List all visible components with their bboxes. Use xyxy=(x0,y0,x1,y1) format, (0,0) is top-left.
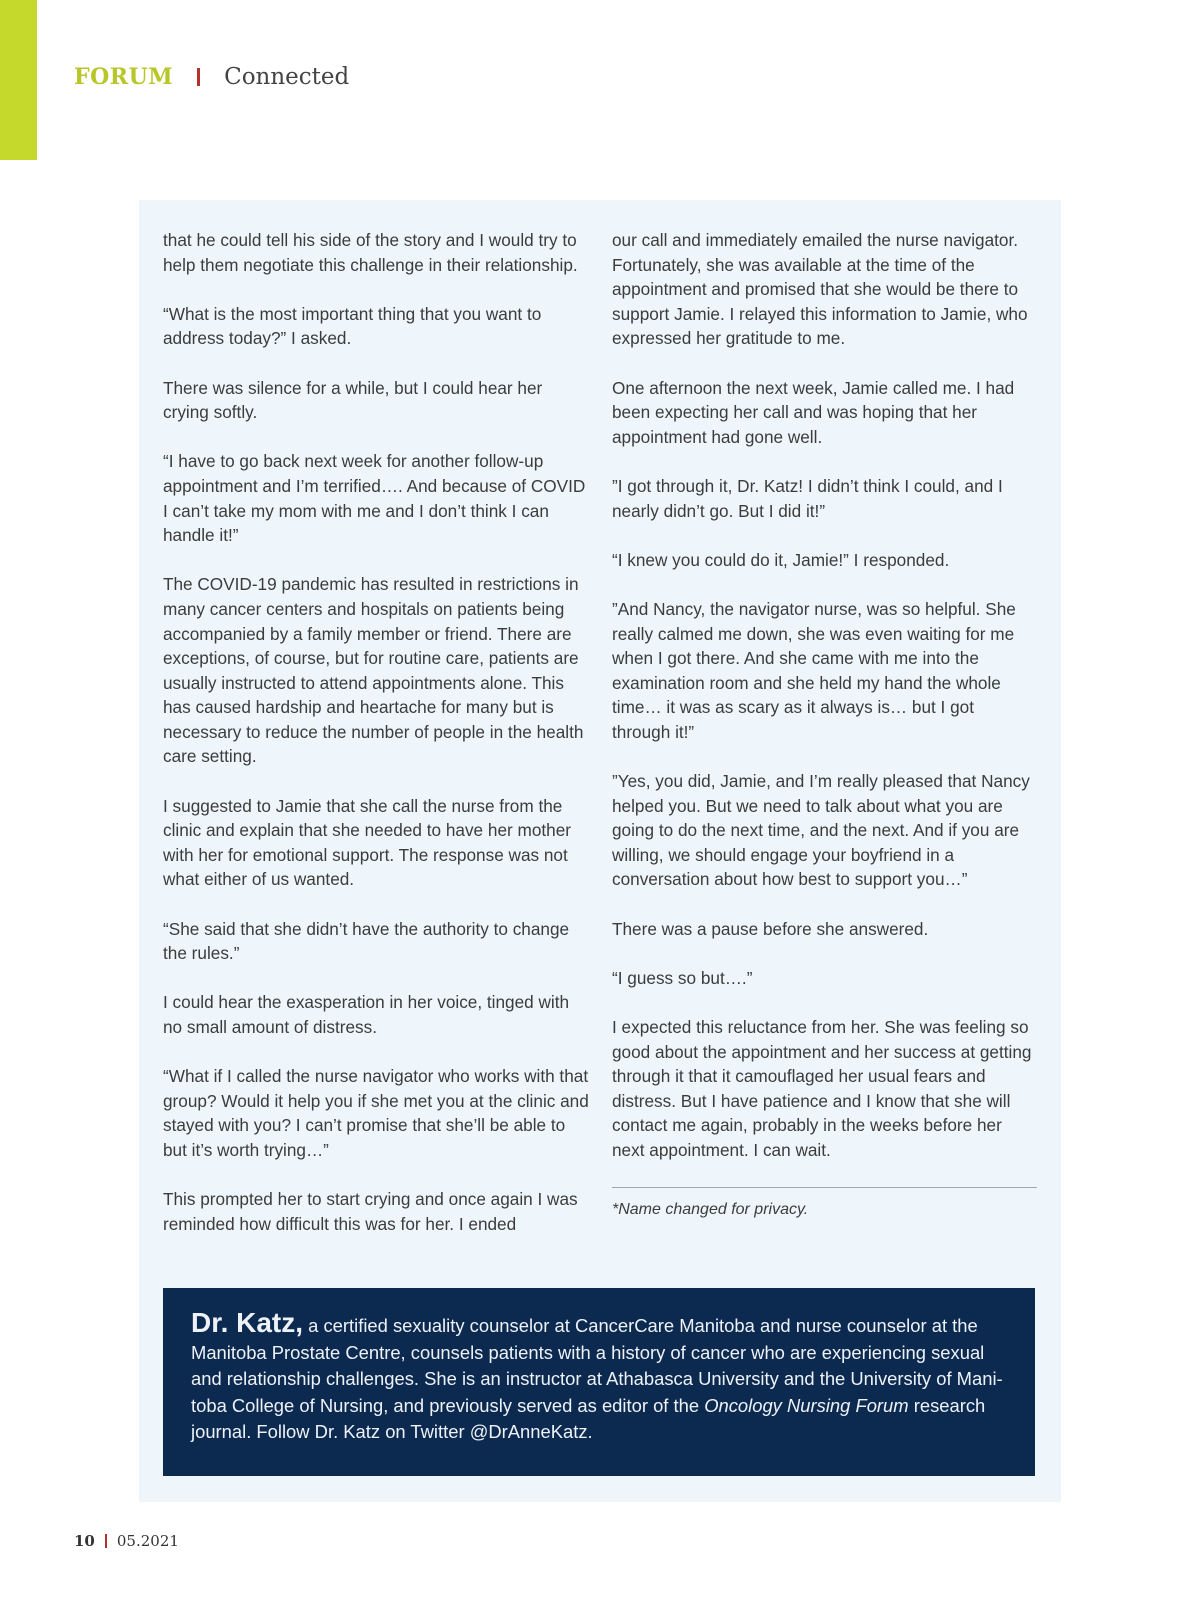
paragraph: ”Yes, you did, Jamie, and I’m really pleased that Nancy helped you. But we need to talk about what you are going to do the next time, and the next. And if you are willing, we should engage your boyfriend in a conversation about how best to support you…” xyxy=(612,771,1030,890)
bio-text: a certified sexuality counselor at CancerCare Manitoba and nurse counselor at the Manitoba Prostate Centre, counsels patients with a history of cancer who are experiencing sexual and relationship challenges. She is an instructor at Athabasca University and the University of Manitoba College of Nursing, and previously served as editor of the xyxy=(191,1315,1003,1416)
paragraph: “What is the most important thing that you want to address today?” I asked. xyxy=(163,303,542,349)
paragraph: “I guess so but….” xyxy=(612,967,753,988)
paragraph: “What if I called the nurse navigator who works with that group? Would it help you if she met you at the clinic and stayed with you? I can’t promise that she’ll be able to but it’s worth trying…” xyxy=(163,1066,589,1160)
header-separator xyxy=(197,68,200,86)
page-number: 10 xyxy=(74,1532,95,1550)
paragraph: There was a pause before she answered. xyxy=(612,918,929,939)
left-column xyxy=(163,228,591,1261)
page-header xyxy=(74,64,349,90)
footer-separator xyxy=(105,1534,107,1548)
section-title: FORUM xyxy=(74,64,174,90)
issue-date: 05.2021 xyxy=(116,1532,179,1550)
paragraph: ”And Nancy, the navigator nurse, was so helpful. She really calmed me down, she was even waiting for me when I got there. And she came with me into the examination room and she held my hand the whole time… it was as scary as it always is… but I got through it!” xyxy=(612,598,1016,742)
paragraph: “She said that she didn’t have the authority to change the rules.” xyxy=(163,918,570,964)
paragraph: ”I got through it, Dr. Katz! I didn’t think I could, and I nearly didn’t go. But I did it!” xyxy=(612,475,1003,521)
paragraph: One afternoon the next week, Jamie called me. I had been expecting her call and was hoping that her appointment had gone well. xyxy=(612,377,1015,447)
paragraph: “I have to go back next week for another follow-up appointment and I’m terrified…. And because of COVID I can’t take my mom with me and I don’t think I can handle it!” xyxy=(163,451,586,546)
paragraph: “I knew you could do it, Jamie!” I responded. xyxy=(612,549,950,570)
paragraph: that he could tell his side of the story and I would try to help them negotiate this challenge in their relationship. xyxy=(163,230,578,275)
accent-bar xyxy=(0,0,37,160)
page-footer xyxy=(74,1532,179,1550)
paragraph: The COVID-19 pandemic has resulted in restrictions in many cancer centers and hospitals on patients being accompanied by a family member or friend. There are exceptions, of course, but for routine care, patients are usually instructed to attend appointments alone. This has caused hardship and heartache for many but is necessary to reduce the number of people in the health care setting. xyxy=(163,574,584,767)
paragraph: I suggested to Jamie that she call the nurse from the clinic and explain that she needed to have her mother with her for emotional support. The response was not what either of us wanted. xyxy=(163,795,571,890)
right-column xyxy=(612,228,1037,1247)
paragraph: I could hear the exasperation in her voice, tinged with no small amount of distress. xyxy=(163,992,570,1037)
paragraph: There was silence for a while, but I could hear her crying softly. xyxy=(163,377,543,423)
author-bio xyxy=(163,1288,1035,1476)
subsection-title: Connected xyxy=(224,64,350,90)
privacy-note: *Name changed for privacy. xyxy=(612,1201,809,1219)
journal-name: Oncology Nursing Forum xyxy=(704,1394,909,1416)
paragraph: our call and immediately emailed the nurse navigator. Fortunately, she was available at the time of the appointment and promised that she would be there to support Jamie. I relayed this information to Jamie, who expressed her gratitude to me. xyxy=(612,230,1028,349)
footnote-divider xyxy=(612,1187,1037,1188)
paragraph: I expected this reluctance from her. She was feeling so good about the appointment and her success at getting through it that it camouflaged her usual fears and distress. But I have patience and I know that she will contact me again, probably in the weeks before her next appointment. I can wait. xyxy=(612,1017,1032,1160)
author-name: Dr. Katz, xyxy=(191,1307,304,1338)
bio-text-end: research journal. Follow Dr. Katz on Twitter @DrAnneKatz. xyxy=(191,1394,986,1443)
paragraph: This prompted her to start crying and once again I was reminded how difficult this was for her. I ended xyxy=(163,1189,578,1234)
